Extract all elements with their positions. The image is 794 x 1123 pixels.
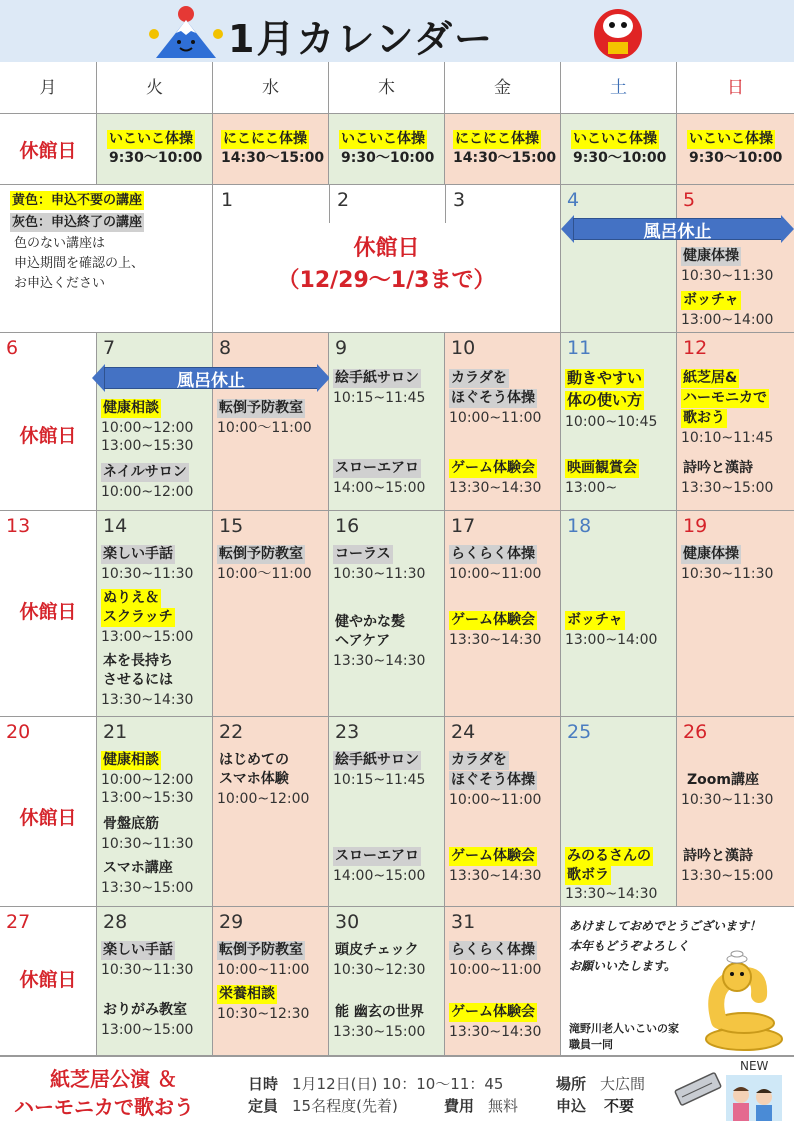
date-10: 10 <box>451 337 476 359</box>
event-time: 10:30~11:30 <box>681 792 774 808</box>
day-28-cell <box>97 907 213 1056</box>
event-time: 13:00~14:00 <box>565 632 658 648</box>
day-27-cell <box>0 907 97 1056</box>
event-name: 歌おう <box>683 410 725 426</box>
event-time: 13:30~15:00 <box>101 880 194 896</box>
event-name: 本を長持ち <box>103 653 173 669</box>
weekday-sat: 土 <box>561 62 677 114</box>
mount-fuji-icon <box>148 4 224 60</box>
day-24-cell <box>445 717 561 907</box>
event-name: ゲーム体験会 <box>451 460 535 476</box>
day-11-cell <box>561 333 677 511</box>
event-name: 歌ボラ <box>567 867 609 883</box>
weekly-class-time: 14:30～15:00 <box>221 150 325 166</box>
day-14-cell <box>97 511 213 717</box>
event-name: ヘアケア <box>335 633 391 649</box>
event-name: 動きやすい <box>567 369 643 387</box>
apply-value: 不要 <box>604 1097 635 1115</box>
event-name: 転倒予防教室 <box>219 400 303 416</box>
date-26: 26 <box>683 721 708 743</box>
event-name: スマホ講座 <box>103 860 173 876</box>
date-15: 15 <box>219 515 244 537</box>
page-title: 1月カレンダー <box>228 17 494 61</box>
day-18-cell <box>561 511 677 717</box>
event-time: 10:00~12:00 <box>101 484 194 500</box>
date-22: 22 <box>219 721 244 743</box>
event-time: 13:30~15:00 <box>681 480 774 496</box>
event-time: 10:00~10:45 <box>565 414 658 430</box>
event-time: 14:00~15:00 <box>333 868 426 884</box>
weekly-sun-cell <box>677 114 794 185</box>
date-1: 1 <box>221 189 234 211</box>
bath-closed-label: 風呂休止 <box>643 222 712 242</box>
event-name: ハーモニカで <box>683 390 767 406</box>
date-8: 8 <box>219 337 232 359</box>
day-7-cell <box>97 333 213 511</box>
day-10-cell <box>445 333 561 511</box>
closed-label: 休館日 <box>19 807 77 829</box>
event-name: 栄養相談 <box>219 986 275 1002</box>
event-name: スローエアロ <box>335 848 419 864</box>
holiday-block <box>213 185 561 333</box>
event-time: 13:00~15:00 <box>101 1022 194 1038</box>
weekly-class-time: 9:30～10:00 <box>573 150 667 166</box>
announcement-title-2: ハーモニカで歌おう <box>14 1095 194 1119</box>
event-name: スローエアロ <box>335 460 419 476</box>
event-name: 健康相談 <box>103 752 159 768</box>
day-8-cell <box>213 333 329 511</box>
event-time: 10:30~11:30 <box>101 836 194 852</box>
date-11: 11 <box>567 337 592 359</box>
day-9-cell <box>329 333 445 511</box>
date-21: 21 <box>103 721 128 743</box>
date-5: 5 <box>683 189 696 211</box>
date-13: 13 <box>6 515 31 537</box>
audience-icon <box>726 1075 782 1121</box>
event-name: 健康体操 <box>683 546 739 562</box>
day-6-cell <box>0 333 97 511</box>
capacity-value: 15名程度(先着) <box>292 1097 398 1115</box>
holiday-range: （12/29～1/3まで） <box>277 268 496 293</box>
event-time: 10:30~11:30 <box>101 566 194 582</box>
day-29-cell <box>213 907 329 1056</box>
daruma-icon <box>592 4 644 60</box>
closed-label: 休館日 <box>19 425 77 447</box>
event-name: 紙芝居& <box>683 370 738 386</box>
date-23: 23 <box>335 721 360 743</box>
weekly-thu-cell <box>329 114 445 185</box>
weekly-class-name: いこいこ体操 <box>573 131 657 147</box>
date-27: 27 <box>6 911 31 933</box>
date-6: 6 <box>6 337 19 359</box>
event-time: 10:00~12:00 <box>101 420 194 436</box>
date-4: 4 <box>567 189 580 211</box>
event-time: 13:00~15:00 <box>101 629 194 645</box>
date-18: 18 <box>567 515 592 537</box>
bath-closed-arrow <box>561 215 794 243</box>
event-time: 13:30~15:00 <box>333 1024 426 1040</box>
greeting-sign-1: 滝野川老人いこいの家 <box>569 1022 679 1035</box>
bath-closed-label: 風呂休止 <box>177 371 245 391</box>
event-name: らくらく体操 <box>451 546 535 562</box>
day-13-cell <box>0 511 97 717</box>
day-22-cell <box>213 717 329 907</box>
closed-label: 休館日 <box>19 969 77 991</box>
event-time: 10:00~11:00 <box>449 566 542 582</box>
greeting-line-2: 本年もどうぞよろしく <box>569 939 690 953</box>
event-name: カラダを <box>451 752 507 768</box>
weekly-tue-cell <box>97 114 213 185</box>
event-name: 楽しい手話 <box>103 942 173 958</box>
date-7: 7 <box>103 337 116 359</box>
date-3: 3 <box>453 189 466 211</box>
event-name: Zoom講座 <box>687 772 759 788</box>
place-value: 大広間 <box>600 1075 646 1093</box>
date-2: 2 <box>337 189 350 211</box>
greeting-line-3: お願いいたします。 <box>569 959 677 973</box>
event-time: 10:00~11:00 <box>449 410 542 426</box>
event-name: 転倒予防教室 <box>219 546 303 562</box>
event-time: 10:00~11:00 <box>449 792 542 808</box>
fee-label: 費用 <box>444 1097 475 1115</box>
harmonica-icon <box>672 1071 724 1111</box>
event-name: はじめての <box>219 752 289 768</box>
day-16-cell <box>329 511 445 717</box>
event-name: スクラッチ <box>103 609 173 625</box>
date-31: 31 <box>451 911 476 933</box>
event-time: 10:30~12:30 <box>217 1006 310 1022</box>
event-time: 13:30~14:30 <box>449 632 542 648</box>
event-time: 13:00~15:30 <box>101 790 194 806</box>
event-time: 10:15~11:45 <box>333 390 426 406</box>
closed-label: 休館日 <box>19 140 77 162</box>
event-time: 13:30~14:30 <box>101 692 194 708</box>
event-time: 10:00～11:00 <box>217 566 312 582</box>
greeting-cell <box>561 907 794 1056</box>
event-name: カラダを <box>451 370 507 386</box>
legend-plain-2: 申込期間を確認の上、 <box>14 256 145 271</box>
event-name: 頭皮チェック <box>335 942 419 958</box>
bath-closed-arrow-2 <box>92 364 330 392</box>
weekly-class-time: 9:30～10:00 <box>689 150 783 166</box>
date-19: 19 <box>683 515 708 537</box>
event-time: 14:00~15:00 <box>333 480 426 496</box>
event-time: 13:30~14:30 <box>565 886 658 902</box>
day-31-cell <box>445 907 561 1056</box>
event-name: 転倒予防教室 <box>219 942 303 958</box>
weekday-thu: 木 <box>329 62 445 114</box>
snake-icon <box>701 947 787 1051</box>
weekday-fri: 金 <box>445 62 561 114</box>
event-name: おりがみ教室 <box>103 1002 187 1018</box>
date-25: 25 <box>567 721 592 743</box>
event-name: ゲーム体験会 <box>451 612 535 628</box>
day-21-cell <box>97 717 213 907</box>
holiday-title: 休館日 <box>353 236 420 261</box>
event-time: 10:00~11:00 <box>217 962 310 978</box>
event-name: させるには <box>103 672 173 688</box>
day-5-cell <box>677 185 794 333</box>
weekday-wed: 水 <box>213 62 329 114</box>
event-name: コーラス <box>335 546 391 562</box>
fee-value: 無料 <box>488 1097 519 1115</box>
weekday-mon: 月 <box>0 62 97 114</box>
event-name: 骨盤底筋 <box>103 816 159 832</box>
date-28: 28 <box>103 911 128 933</box>
event-time: 13:30~14:30 <box>449 868 542 884</box>
event-name: 健康相談 <box>103 400 159 416</box>
day-19-cell <box>677 511 794 717</box>
date-20: 20 <box>6 721 31 743</box>
event-name: 詩吟と漢詩 <box>683 460 753 476</box>
day-15-cell <box>213 511 329 717</box>
event-name: 詩吟と漢詩 <box>683 848 753 864</box>
event-name: スマホ体験 <box>219 771 289 787</box>
event-name: ネイルサロン <box>103 464 187 480</box>
place-label: 場所 <box>556 1075 587 1093</box>
event-name: 映画観賞会 <box>567 460 637 476</box>
date-30: 30 <box>335 911 360 933</box>
legend-gray: 灰色：申込終了の講座 <box>12 215 143 230</box>
weekly-sat-cell <box>561 114 677 185</box>
date-16: 16 <box>335 515 360 537</box>
event-name: 健康体操 <box>683 248 739 264</box>
event-name: 絵手紙サロン <box>335 370 419 386</box>
event-name: みのるさんの <box>567 848 651 864</box>
date-24: 24 <box>451 721 476 743</box>
event-name: ほぐそう体操 <box>451 772 535 788</box>
event-name: ゲーム体験会 <box>451 848 535 864</box>
event-time: 13:00~15:30 <box>101 438 194 454</box>
weekly-wed-cell <box>213 114 329 185</box>
event-name: ボッチャ <box>683 292 739 308</box>
event-time: 10:30~12:30 <box>333 962 426 978</box>
greeting-sign-2: 職員一同 <box>569 1038 613 1051</box>
date-29: 29 <box>219 911 244 933</box>
event-time: 10:30~11:30 <box>681 268 774 284</box>
legend-plain-1: 色のない講座は <box>14 236 106 251</box>
weekly-class-name: いこいこ体操 <box>341 131 425 147</box>
event-time: 13:30~14:30 <box>333 653 426 669</box>
weekly-class-time: 14:30～15:00 <box>453 150 557 166</box>
event-time: 10:00~11:00 <box>449 962 542 978</box>
event-time: 10:30~11:30 <box>681 566 774 582</box>
date-17: 17 <box>451 515 476 537</box>
legend-yellow: 黄色：申込不要の講座 <box>12 193 143 208</box>
event-name: 絵手紙サロン <box>335 752 419 768</box>
weekly-fri-cell <box>445 114 561 185</box>
day-4-cell <box>561 185 677 333</box>
weekly-class-name: にこにこ体操 <box>455 131 539 147</box>
event-time: 13:00~14:00 <box>681 312 774 328</box>
event-name: ゲーム体験会 <box>451 1004 535 1020</box>
date-label: 日時 <box>248 1075 279 1093</box>
legend-cell <box>0 185 213 333</box>
day-23-cell <box>329 717 445 907</box>
date-12: 12 <box>683 337 708 359</box>
weekday-sun: 日 <box>677 62 794 114</box>
announcement-title-1: 紙芝居公演 ＆ <box>50 1067 177 1091</box>
weekly-class-time: 9:30～10:00 <box>109 150 203 166</box>
header-banner <box>0 0 794 62</box>
closed-label: 休館日 <box>19 601 77 623</box>
event-time: 13:30~15:00 <box>681 868 774 884</box>
day-30-cell <box>329 907 445 1056</box>
event-time: 10:30~11:30 <box>333 566 426 582</box>
date-value: 1月12日(日) 10：10～11：45 <box>292 1075 504 1093</box>
day-26-cell <box>677 717 794 907</box>
weekly-class-name: にこにこ体操 <box>223 131 307 147</box>
weekday-tue: 火 <box>97 62 213 114</box>
apply-label: 申込 <box>556 1097 587 1115</box>
event-announcement <box>0 1056 794 1123</box>
event-name: らくらく体操 <box>451 942 535 958</box>
weekly-class-name: いこいこ体操 <box>689 131 773 147</box>
weekly-mon-cell <box>0 114 97 185</box>
event-name: ボッチャ <box>567 612 623 628</box>
event-name: 健やかな髪 <box>335 614 405 630</box>
event-time: 10:15~11:45 <box>333 772 426 788</box>
weekly-class-time: 9:30～10:00 <box>341 150 435 166</box>
event-time: 13:30~14:30 <box>449 480 542 496</box>
date-9: 9 <box>335 337 348 359</box>
event-time: 13:30~14:30 <box>449 1024 542 1040</box>
event-name: 体の使い方 <box>567 391 643 409</box>
event-time: 10:10~11:45 <box>681 430 774 446</box>
capacity-label: 定員 <box>248 1097 279 1115</box>
calendar-grid <box>0 62 794 1056</box>
legend-plain-3: お申込ください <box>14 276 106 291</box>
event-time: 10:00～11:00 <box>217 420 312 436</box>
event-name: 楽しい手話 <box>103 546 173 562</box>
event-time: 10:00~12:00 <box>217 791 310 807</box>
event-time: 13:00~ <box>565 480 618 496</box>
event-name: ほぐそう体操 <box>451 390 535 406</box>
weekly-class-name: いこいこ体操 <box>109 131 193 147</box>
day-17-cell <box>445 511 561 717</box>
day-20-cell <box>0 717 97 907</box>
event-name: ぬりえ＆ <box>103 590 159 606</box>
event-time: 10:00~12:00 <box>101 772 194 788</box>
date-14: 14 <box>103 515 128 537</box>
event-time: 10:30~11:30 <box>101 962 194 978</box>
new-badge: NEW <box>740 1059 769 1073</box>
day-25-cell <box>561 717 677 907</box>
day-12-cell <box>677 333 794 511</box>
event-name: 能 幽玄の世界 <box>335 1004 424 1020</box>
greeting-line-1: あけましておめでとうございます！ <box>569 919 762 933</box>
